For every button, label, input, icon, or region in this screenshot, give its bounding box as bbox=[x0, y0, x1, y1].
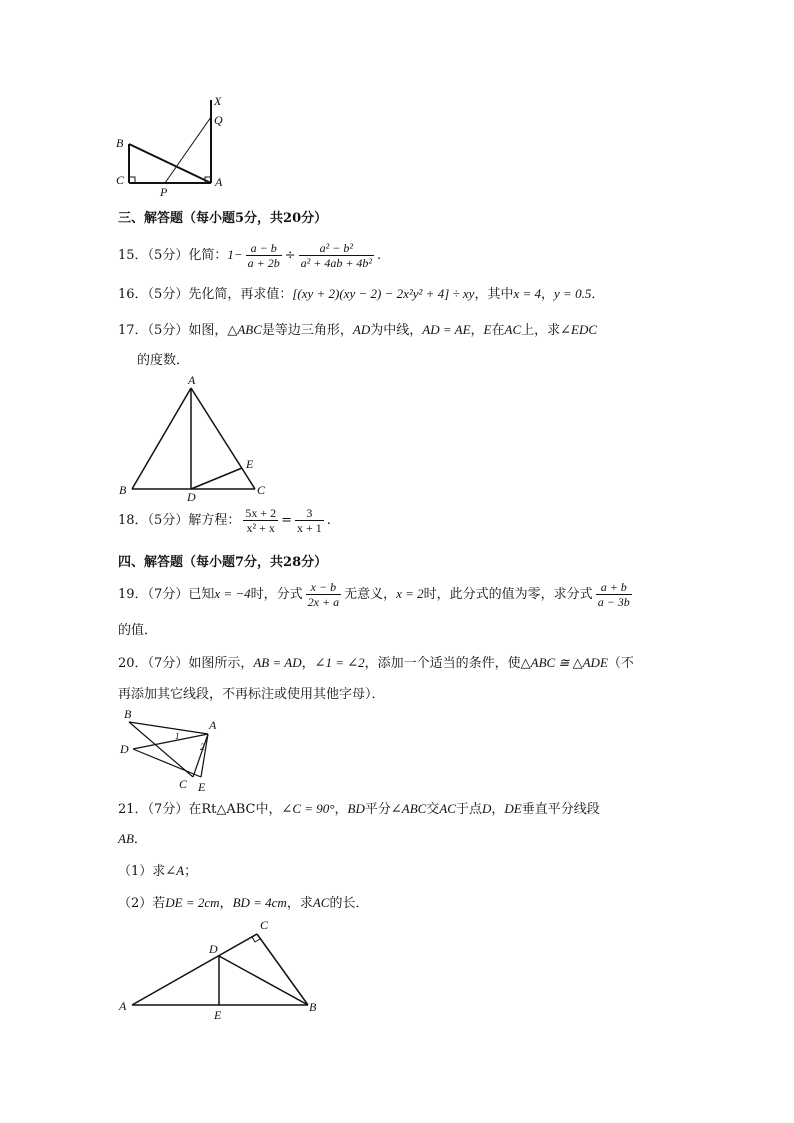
q21-t5: ， bbox=[491, 802, 505, 817]
q17-t10: 上，求 bbox=[521, 323, 561, 338]
q21-part2-t2: ，求 bbox=[286, 896, 313, 911]
q21-part2-end: 的长． bbox=[329, 896, 369, 911]
q21-part2-m3: AC bbox=[312, 895, 330, 910]
angle-label-1: 1 bbox=[175, 731, 180, 741]
q19-cond-1: x = −4 bbox=[214, 586, 251, 601]
q19-fraction-2: $\frac{a + b}{a - 3b}$ bbox=[597, 580, 630, 609]
q17-prefix: 17．（5分）如图， bbox=[118, 323, 228, 338]
question-17-line-2: 的度数． bbox=[137, 353, 190, 368]
question-19-line-2: 的值． bbox=[118, 623, 158, 638]
question-21-part-2 bbox=[118, 894, 368, 913]
question-21-part-1 bbox=[118, 862, 197, 881]
figure-q17 bbox=[115, 372, 275, 504]
q21-part2-t1: ， bbox=[219, 896, 233, 911]
q16-prefix: 16．（5分）先化简，再求值： bbox=[118, 287, 293, 302]
q21-t6: 垂直平分线段 bbox=[521, 802, 600, 817]
label-E: E bbox=[246, 457, 254, 471]
q21-part1-math: ∠A bbox=[165, 863, 185, 878]
figure-q21 bbox=[115, 915, 330, 1025]
q15-op: ÷ bbox=[284, 248, 296, 263]
q16-cond-x: x = 4 bbox=[513, 286, 542, 301]
question-17 bbox=[118, 321, 597, 340]
label-Q: Q bbox=[214, 113, 223, 127]
question-21 bbox=[118, 800, 600, 819]
q15-fraction-2: $\frac{\text{a² − b²}}{\text{a² + 4ab + 4b²}}$ bbox=[300, 241, 373, 270]
question-21-line-2 bbox=[118, 830, 147, 849]
section-3-heading: 三、解答题（每小题5分，共20分） bbox=[118, 211, 328, 226]
q21-part2-label: （2）若 bbox=[118, 896, 166, 911]
q21-part1-end: ； bbox=[184, 864, 198, 879]
label-A: A bbox=[188, 373, 196, 387]
q20-t3: （不 bbox=[607, 656, 634, 671]
label-D: D bbox=[120, 742, 129, 756]
q21-line2-end: ． bbox=[133, 832, 147, 847]
q17-t1: △ABC bbox=[227, 322, 262, 337]
label-A: A bbox=[209, 718, 217, 732]
q17-t8: 在 bbox=[491, 323, 505, 338]
q17-t11: ∠EDC bbox=[560, 322, 598, 337]
label-B: B bbox=[124, 707, 132, 721]
q16-expression: [(xy + 2)(xy − 2) − 2x²y² + 4] ÷ xy bbox=[292, 286, 475, 301]
q21-part1-label: （1）求 bbox=[118, 864, 166, 879]
label-C: C bbox=[257, 483, 266, 497]
q19-t1: 时，分式 bbox=[250, 587, 303, 602]
q21-c1: ∠C = 90° bbox=[281, 801, 335, 816]
q21-t3: 交 bbox=[426, 802, 440, 817]
q21-c5: D bbox=[481, 801, 492, 816]
label-D: D bbox=[209, 942, 218, 956]
q17-t4: 为中线， bbox=[370, 323, 423, 338]
angle-label-2: 2 bbox=[200, 742, 205, 752]
q17-t2: 是等边三角形， bbox=[261, 323, 353, 338]
q17-t7: E bbox=[483, 322, 492, 337]
figure-q14 bbox=[110, 92, 240, 202]
question-18 bbox=[118, 504, 331, 538]
label-A: A bbox=[119, 999, 127, 1013]
q20-cond-2: ∠1 = ∠2 bbox=[314, 655, 365, 670]
label-A: A bbox=[215, 175, 223, 189]
q18-fraction-1: $\frac{5x + 2}{\text{x² + x}}$ bbox=[245, 506, 277, 535]
question-15 bbox=[118, 238, 381, 273]
q20-t2: ，添加一个适当的条件，使 bbox=[364, 656, 521, 671]
q19-t2: 无意义， bbox=[344, 587, 397, 602]
q21-part2-m1: DE = 2cm bbox=[165, 895, 220, 910]
question-16 bbox=[118, 285, 604, 304]
q21-c2: BD bbox=[347, 801, 365, 816]
q16-cond-y: y = 0.5 bbox=[554, 286, 592, 301]
q19-t3: 时，此分式的值为零，求分式 bbox=[423, 587, 593, 602]
section-4-heading: 四、解答题（每小题7分，共28分） bbox=[118, 555, 328, 570]
q21-c6: DE bbox=[504, 801, 522, 816]
q17-t6: ， bbox=[470, 323, 484, 338]
q17-t9: AC bbox=[504, 322, 522, 337]
figure-q20 bbox=[112, 707, 227, 797]
q20-prefix: 20．（7分）如图所示， bbox=[118, 656, 254, 671]
label-D: D bbox=[187, 490, 196, 504]
q16-sep: ， bbox=[541, 287, 555, 302]
q15-end: . bbox=[377, 248, 382, 263]
q18-equals: = bbox=[281, 513, 293, 528]
label-X: X bbox=[214, 94, 222, 108]
q15-fraction-1: $\frac{a - b}{a + 2b}$ bbox=[247, 241, 280, 270]
q20-t1: ， bbox=[301, 656, 315, 671]
q21-prefix: 21．（7分）在Rt△ABC中， bbox=[118, 802, 282, 817]
q18-prefix: 18．（5分）解方程： bbox=[118, 513, 241, 528]
label-P: P bbox=[160, 185, 168, 199]
q19-cond-2: x = 2 bbox=[396, 586, 424, 601]
q20-cond-3: △ABC ≅ △ADE bbox=[520, 655, 608, 670]
q18-end: . bbox=[326, 513, 331, 528]
label-B: B bbox=[119, 483, 127, 497]
question-20-line-2: 再添加其它线段，不再标注或使用其他字母）． bbox=[118, 687, 385, 702]
label-E: E bbox=[214, 1008, 222, 1022]
label-C: C bbox=[179, 777, 188, 791]
q21-c4: AC bbox=[439, 801, 456, 816]
q19-fraction-1: $\frac{x - b}{2x + a}$ bbox=[307, 580, 340, 609]
q20-cond-1: AB = AD bbox=[253, 655, 302, 670]
q21-c3: ∠ABC bbox=[390, 801, 427, 816]
q15-prefix: 15．（5分）化简： bbox=[118, 248, 228, 263]
q21-t1: ， bbox=[334, 802, 348, 817]
label-B: B bbox=[116, 136, 124, 150]
q17-t3: AD bbox=[352, 322, 371, 337]
label-C: C bbox=[116, 173, 125, 187]
q19-prefix: 19．（7分）已知 bbox=[118, 587, 215, 602]
q18-fraction-2: $\frac{3}{x + 1}$ bbox=[297, 506, 322, 535]
q16-mid: ，其中 bbox=[474, 287, 514, 302]
q21-t2: 平分 bbox=[364, 802, 391, 817]
question-19 bbox=[118, 577, 635, 612]
question-20 bbox=[118, 654, 634, 673]
q15-lead: 1− bbox=[227, 247, 243, 262]
q21-part2-m2: BD = 4cm bbox=[232, 895, 287, 910]
label-E: E bbox=[198, 780, 206, 794]
q16-end: ． bbox=[591, 287, 605, 302]
label-B: B bbox=[309, 1000, 317, 1014]
label-C: C bbox=[260, 918, 269, 932]
q21-t4: 于点 bbox=[455, 802, 482, 817]
q17-t5: AD = AE bbox=[422, 322, 471, 337]
q21-line2-math: AB bbox=[118, 831, 134, 846]
